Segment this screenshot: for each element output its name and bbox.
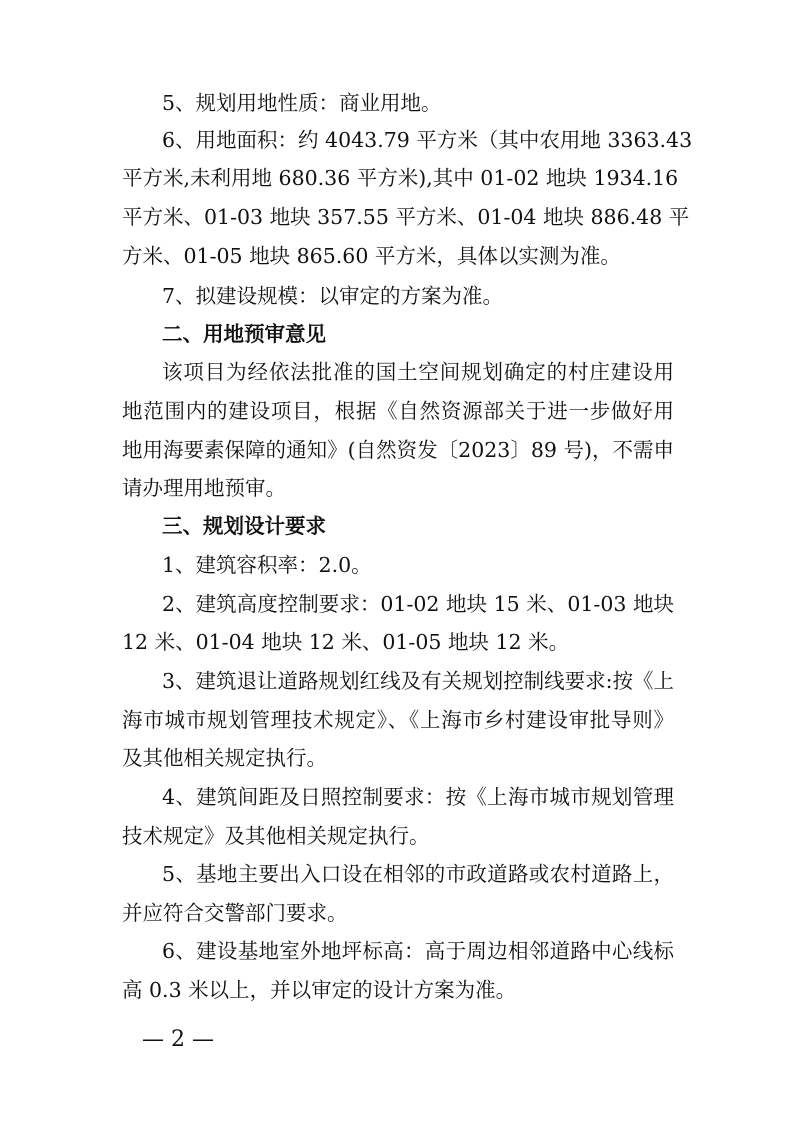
text-line: 4、建筑间距及日照控制要求：按《上海市城市规划管理 <box>162 785 674 809</box>
text-line: 高 0.3 米以上，并以审定的设计方案为准。 <box>122 978 517 1002</box>
text-line: 7、拟建设规模：以审定的方案为准。 <box>162 284 504 308</box>
page-number: — 2 — <box>142 1027 214 1052</box>
text-line: 5、规划用地性质：商业用地。 <box>162 91 442 115</box>
text-line: 2、建筑高度控制要求：01-02 地块 15 米、01-03 地块 <box>162 592 674 616</box>
text-line: 6、建设基地室外地坪标高：高于周边相邻道路中心线标 <box>162 939 674 963</box>
text-line: 平方米、01-03 地块 357.55 平方米、01-04 地块 886.48 平 <box>122 205 690 229</box>
text-line: 12 米、01-04 地块 12 米、01-05 地块 12 米。 <box>122 630 570 654</box>
section-heading: 二、用地预审意见 <box>162 322 326 346</box>
text-line: 技术规定》及其他相关规定执行。 <box>122 824 430 848</box>
text-line: 6、用地面积：约 4043.79 平方米（其中农用地 3363.43 <box>162 128 693 152</box>
text-line: 5、基地主要出入口设在相邻的市政道路或农村道路上， <box>162 862 674 886</box>
text-line: 海市城市规划管理技术规定》、《上海市乡村建设审批导则》 <box>122 708 674 732</box>
text-line: 并应符合交警部门要求。 <box>122 901 348 925</box>
text-line: 方米、01-05 地块 865.60 平方米，具体以实测为准。 <box>122 244 621 268</box>
text-line: 地用海要素保障的通知》(自然资发〔2023〕89 号)，不需申 <box>122 438 674 462</box>
section-heading: 三、规划设计要求 <box>162 514 326 538</box>
text-line: 请办理用地预审。 <box>122 476 286 500</box>
text-line: 3、建筑退让道路规划红线及有关规划控制线要求:按《上 <box>162 669 674 693</box>
text-line: 平方米,未利用地 680.36 平方米),其中 01-02 地块 1934.16 <box>122 166 679 190</box>
text-line: 该项目为经依法批准的国土空间规划确定的村庄建设用 <box>162 360 674 384</box>
text-line: 地范围内的建设项目，根据《自然资源部关于进一步做好用 <box>122 399 674 423</box>
text-line: 及其他相关规定执行。 <box>122 746 327 770</box>
text-line: 1、建筑容积率：2.0。 <box>162 553 372 577</box>
